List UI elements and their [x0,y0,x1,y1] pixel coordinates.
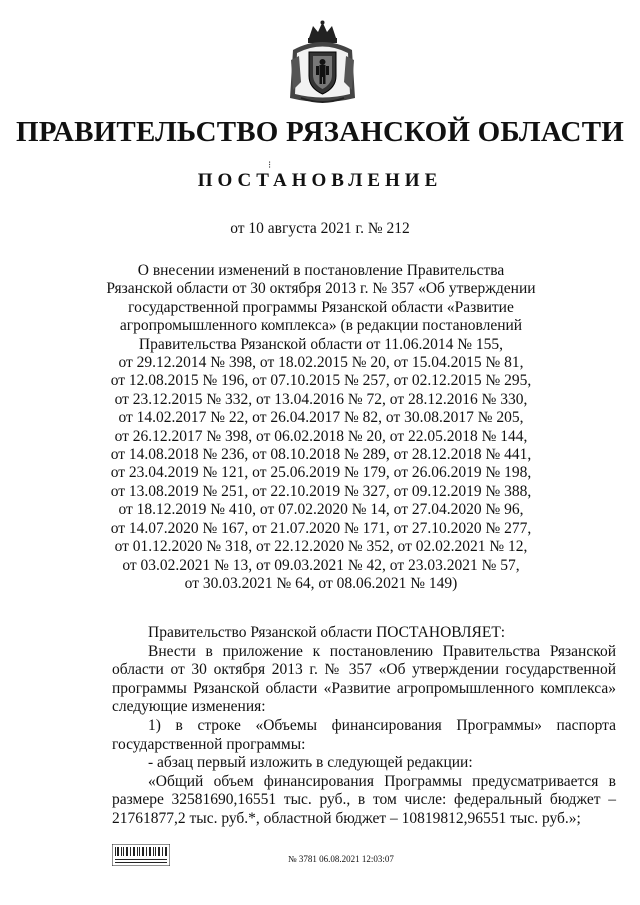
organization-title: ПРАВИТЕЛЬСТВО РЯЗАНСКОЙ ОБЛАСТИ [16,116,624,148]
title-line: О внесении изменений в постановление Правительства [137,262,505,279]
title-line: от 14.07.2020 № 167, от 21.07.2020 № 171, от 27.10.2020 № 277, [110,519,532,537]
barcode-icon [112,844,170,866]
amendment-item-1: 1) в строке «Объемы финансирования Программы» паспорта государственной программы: [112,716,616,753]
title-line: агропромышленного комплекса» (в редакции постановлений [119,317,523,335]
resolution-clause: Правительство Рязанской области ПОСТАНОВЛЯЕТ: [148,624,506,641]
title-line: от 30.03.2021 № 64, от 08.06.2021 № 149) [184,574,458,592]
intro-paragraph: Внести в приложение к постановлению Правительства Рязанской области от 30 октября 2013 г. № 357 «Об утверждении государственной программы Рязанской области «Развитие агропромышленного комплекса» следующие изменения: [112,642,616,716]
title-line: Рязанской области от 30 октября 2013 г. № 357 «Об утверждении [106,280,536,298]
title-line: от 12.08.2015 № 196, от 07.10.2015 № 257, от 02.12.2015 № 295, [110,372,532,390]
amendment-item-1-sub: - абзац первый изложить в следующей редакции: [148,754,473,772]
title-line: от 23.04.2019 № 121, от 25.06.2019 № 179, от 26.06.2019 № 198, [110,464,532,482]
coat-of-arms-icon [285,20,360,108]
title-line: от 01.12.2020 № 318, от 22.12.2020 № 352, от 02.02.2021 № 12, [114,538,528,556]
document-title [96,262,546,593]
title-line: от 13.08.2019 № 251, от 22.10.2019 № 327, от 09.12.2019 № 388, [110,482,532,500]
title-line: от 14.02.2017 № 22, от 26.04.2017 № 82, от 30.08.2017 № 205, [118,409,524,427]
title-line: от 23.12.2015 № 332, от 13.04.2016 № 72, от 28.12.2016 № 330, [114,390,528,408]
amendment-item-1-quote: «Общий объем финансирования Программы предусматривается в размере 32581690,16551 тыс. руб., в том числе: федеральный бюджет – 21761877,2 тыс. руб.*, областной бюджет – 10819812,96551 тыс. руб.»; [112,772,616,827]
title-line: от 26.12.2017 № 398, от 06.02.2018 № 20, от 22.05.2018 № 144, [114,427,528,445]
document-date-number: от 10 августа 2021 г. № 212 [230,220,410,237]
registration-footer [112,842,442,872]
title-line: от 03.02.2021 № 13, от 09.03.2021 № 42, от 23.03.2021 № 57, [122,556,520,574]
document-body [112,624,616,829]
title-line: от 29.12.2014 № 398, от 18.02.2015 № 20, от 15.04.2015 № 81, [118,354,524,372]
registration-stamp: № 3781 06.08.2021 12:03:07 [288,854,394,864]
title-line: от 14.08.2018 № 236, от 08.10.2018 № 289, от 28.12.2018 № 441, [110,446,532,464]
title-line: от 18.12.2019 № 410, от 07.02.2020 № 14, от 27.04.2020 № 96, [118,501,524,519]
document-type-heading: ПОСТАНОВЛЕНИЕ [197,170,443,191]
title-line: Правительства Рязанской области от 11.06.2014 № 155, [138,335,504,353]
title-line: государственной программы Рязанской области «Развитие [128,298,514,316]
